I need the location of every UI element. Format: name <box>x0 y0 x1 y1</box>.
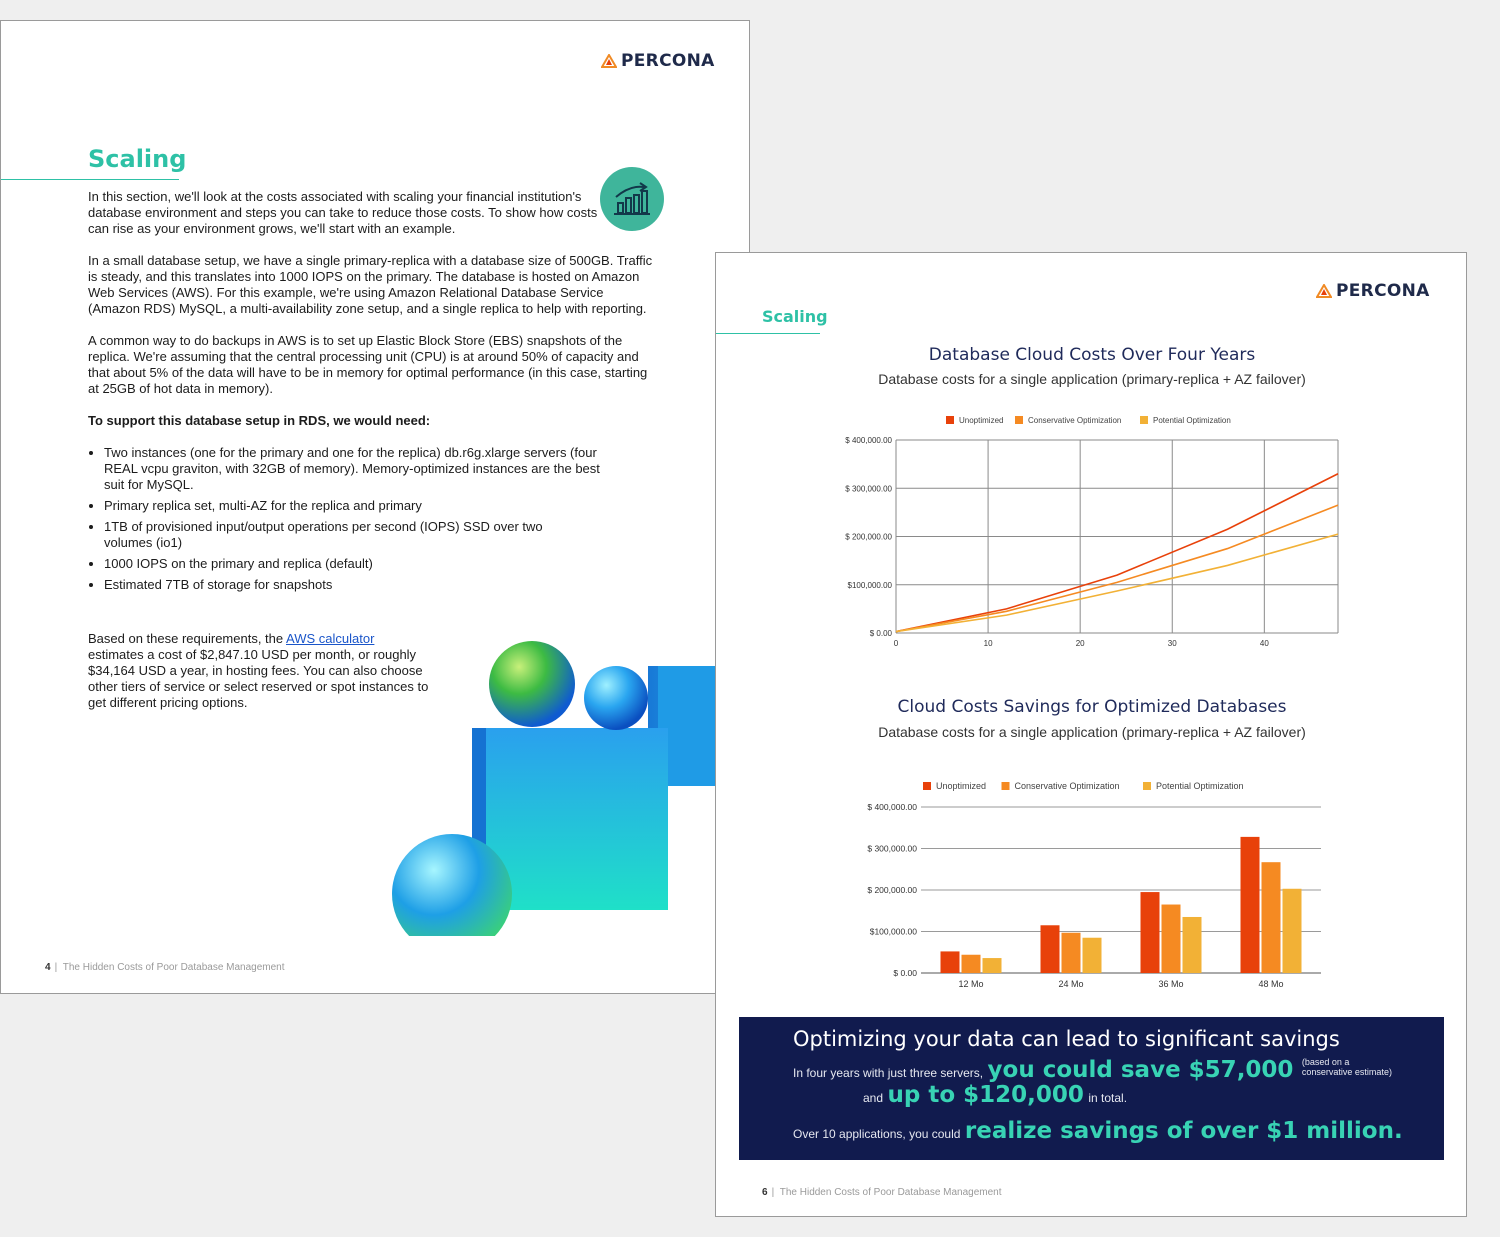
bar <box>1283 889 1302 973</box>
y-tick-label: $ 0.00 <box>893 968 917 978</box>
list-item: • Primary replica set, multi-AZ for the replica and primary <box>104 498 604 514</box>
requirements-heading: To support this database setup in RDS, we would need: <box>88 413 431 428</box>
banner-headline: Optimizing your data can lead to significant savings <box>793 1027 1340 1051</box>
bar <box>1241 837 1260 973</box>
intro-paragraph-block <box>88 189 598 253</box>
bar <box>1083 938 1102 973</box>
paragraph-2: In a small database setup, we have a single primary-replica with a database size of 500GB. Traffic is steady, and this translates into 1000 IOPS on the primary. The database is hosted on Amazon Web Services (AWS). For this example, we're using Amazon Relational Database Service (Amazon RDS) MySQL, a multi-availability zone setup, and a single replica to help with reporting. <box>88 253 653 316</box>
legend-swatch <box>1015 416 1023 424</box>
x-tick-label: 20 <box>1075 639 1085 648</box>
footer-title: The Hidden Costs of Poor Database Management <box>62 962 285 973</box>
legend-label: Conservative Optimization <box>1028 416 1122 425</box>
decorative-3d-shapes <box>386 616 719 936</box>
legend-label: Unoptimized <box>959 416 1004 425</box>
bar-chart-subtitle: Database costs for a single application (primary-replica + AZ failover) <box>878 724 1306 740</box>
front-cube <box>486 728 668 910</box>
y-tick-label: $100,000.00 <box>847 580 892 590</box>
page-4 <box>0 20 750 994</box>
body-block <box>88 253 654 613</box>
y-tick-label: $ 300,000.00 <box>845 484 892 494</box>
closing-paragraph <box>88 631 433 711</box>
bar-chart-title: Cloud Costs Savings for Optimized Databases <box>897 697 1287 717</box>
banner-highlight: realize savings of over $1 million <box>964 1118 1394 1144</box>
x-tick-label: 10 <box>983 639 993 648</box>
y-tick-label: $ 200,000.00 <box>867 885 917 895</box>
line-chart <box>826 408 1346 653</box>
footer-separator: | <box>54 962 58 973</box>
banner-text: in total. <box>1088 1091 1128 1105</box>
bar <box>1141 892 1160 973</box>
banner-line-3 <box>793 1118 1403 1144</box>
x-category-label: 24 Mo <box>1058 979 1084 989</box>
y-tick-label: $ 0.00 <box>869 629 892 638</box>
legend-label: Conservative Optimization <box>1014 781 1120 791</box>
paragraph-1: In this section, we'll look at the costs associated with scaling your financial institution's database environment and steps you can take to reduce those costs. To show how costs can rise as your environment grows, we'll start with an example. <box>88 189 598 236</box>
footer-title: The Hidden Costs of Poor Database Management <box>779 1187 1002 1198</box>
banner-note-line-1: (based on a <box>1301 1057 1350 1067</box>
percona-triangle-icon <box>1316 284 1332 298</box>
banner-line-1 <box>793 1057 1392 1083</box>
bar <box>1262 862 1281 973</box>
y-tick-label: $ 400,000.00 <box>845 436 892 445</box>
page-number: 4 <box>45 962 51 973</box>
banner-text: In four years with just three servers, <box>793 1066 984 1080</box>
legend-label: Unoptimized <box>936 781 987 791</box>
bar-chart <box>846 773 1346 998</box>
bar <box>1162 905 1181 973</box>
list-item: • Estimated 7TB of storage for snapshots <box>104 577 604 593</box>
requirements-list <box>88 445 604 593</box>
banner-period: . <box>1393 1118 1403 1144</box>
page-footer <box>45 962 285 973</box>
y-tick-label: $ 300,000.00 <box>867 843 917 854</box>
aws-calculator-link[interactable]: AWS calculator <box>286 631 375 646</box>
paragraph-3: A common way to do backups in AWS is to set up Elastic Block Store (EBS) snapshots of the replica. We're assuming that the central processing unit (CPU) is at around 50% of capacity and that about 5% of the data will have to be in memory for optimal performance (in this case, starting at 25GB of hot data in memory). <box>88 333 648 396</box>
legend-swatch <box>923 782 931 790</box>
legend-swatch <box>1002 782 1010 790</box>
y-tick-label: $ 200,000.00 <box>845 532 892 542</box>
line-chart-title: Database Cloud Costs Over Four Years <box>928 345 1256 365</box>
legend-swatch <box>946 416 954 424</box>
banner-text: Over 10 applications, you could <box>793 1127 961 1141</box>
x-category-label: 48 Mo <box>1258 979 1284 989</box>
legend-swatch <box>1140 416 1148 424</box>
section-title: Scaling <box>762 307 828 326</box>
x-tick-label: 40 <box>1259 639 1269 648</box>
y-tick-label: $ 400,000.00 <box>867 802 917 812</box>
y-tick-label: $100,000.00 <box>869 926 917 937</box>
page-number: 6 <box>762 1187 768 1198</box>
page-6 <box>715 252 1467 1217</box>
bar <box>941 951 960 973</box>
banner-note-line-2: conservative estimate) <box>1301 1067 1392 1077</box>
bar <box>1062 933 1081 973</box>
x-category-label: 36 Mo <box>1158 979 1184 989</box>
x-tick-label: 30 <box>1167 639 1177 648</box>
banner-line-2 <box>863 1082 1127 1108</box>
percona-logo <box>1316 281 1430 301</box>
bar <box>983 958 1002 973</box>
savings-banner <box>739 1017 1444 1160</box>
banner-highlight: you could save $57,000 <box>987 1057 1294 1083</box>
legend-label: Potential Optimization <box>1153 416 1231 425</box>
percona-triangle-icon <box>601 54 617 68</box>
series-line-conservative-optimization <box>896 505 1338 631</box>
bar <box>1183 917 1202 973</box>
logo-text: PERCONA <box>1336 281 1430 301</box>
list-item: • Two instances (one for the primary and one for the replica) db.r6g.xlarge servers (four REAL vcpu graviton, with 32GB of memory). Memory-optimized instances are the best suit for MySQL. <box>104 445 604 493</box>
blue-sphere <box>584 666 648 730</box>
list-item: • 1TB of provisioned input/output operations per second (IOPS) SSD over two volumes (io1) <box>104 519 544 551</box>
green-sphere <box>489 641 575 727</box>
banner-text: and <box>863 1091 884 1105</box>
list-item: • 1000 IOPS on the primary and replica (default) <box>104 556 604 572</box>
percona-logo <box>601 51 715 71</box>
x-category-label: 12 Mo <box>958 979 984 989</box>
logo-text: PERCONA <box>621 51 715 71</box>
title-rule <box>1 179 179 180</box>
page-footer <box>762 1187 1002 1198</box>
closing-text-start: Based on these requirements, the <box>88 631 287 646</box>
banner-note <box>1302 1057 1392 1077</box>
bar <box>1041 925 1060 973</box>
legend-swatch <box>1143 782 1151 790</box>
x-tick-label: 0 <box>893 639 899 648</box>
title-rule <box>716 333 820 334</box>
bar <box>962 955 981 973</box>
section-title: Scaling <box>88 145 187 173</box>
line-chart-subtitle: Database costs for a single application (primary-replica + AZ failover) <box>878 371 1306 387</box>
legend-label: Potential Optimization <box>1156 781 1244 791</box>
growth-chart-icon <box>600 167 664 231</box>
closing-text-end: estimates a cost of $2,847.10 USD per month, or roughly $34,164 USD a year, in hosting fees. You can also choose other tiers of service or select reserved or spot instances to get different pricing options. <box>88 647 429 710</box>
footer-separator: | <box>771 1187 775 1198</box>
banner-highlight: up to $120,000 <box>887 1082 1084 1108</box>
